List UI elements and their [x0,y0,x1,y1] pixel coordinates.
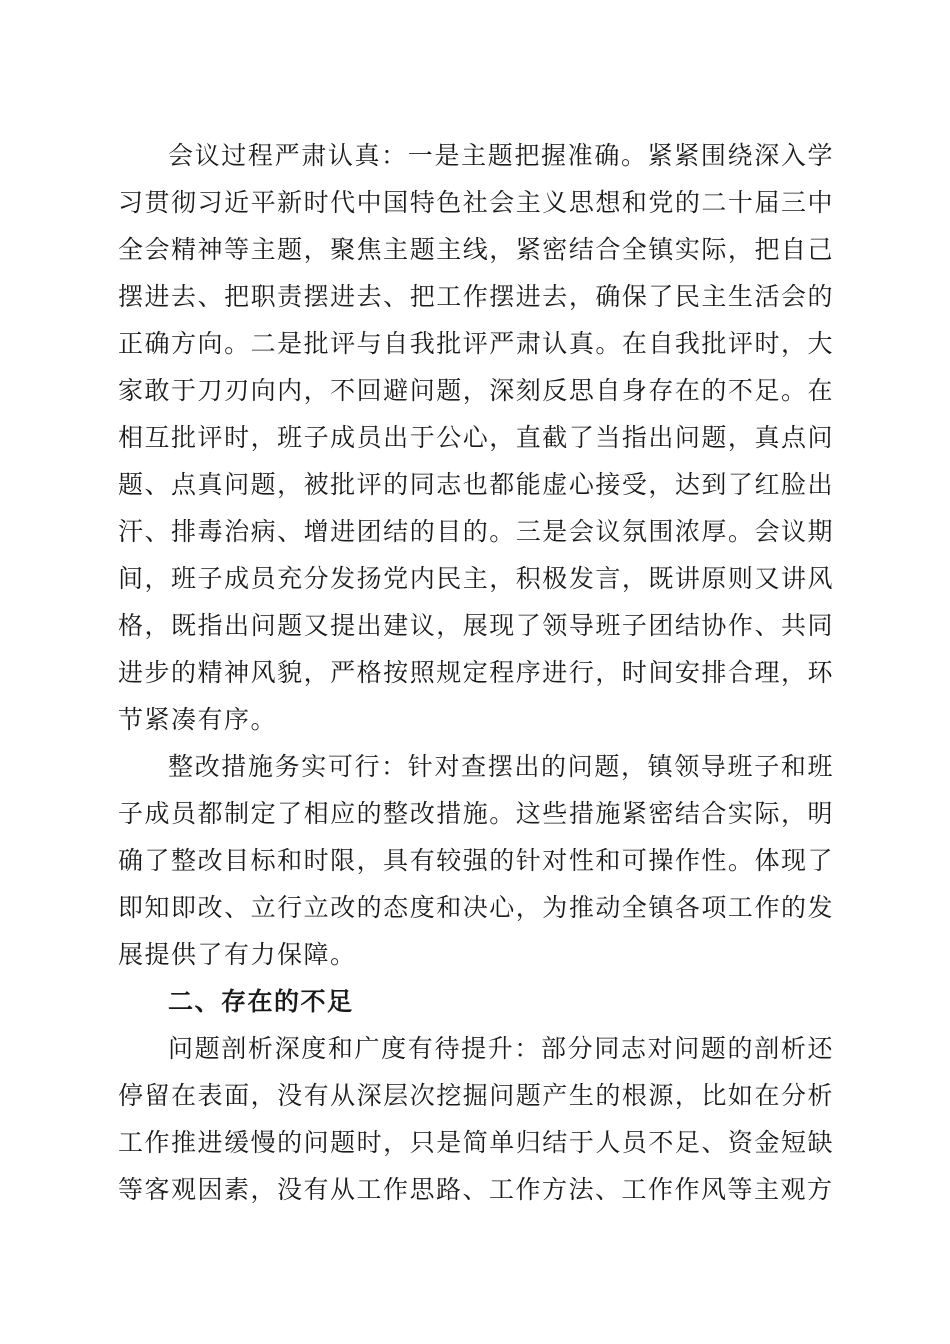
section-heading: 二、存在的不足 [168,987,354,1016]
paragraph-shortcomings: 问题剖析深度和广度有待提升：部分同志对问题的剖析还停留在表面，没有从深层次挖掘问题产生的根源，比如在分析工作推进缓慢的问题时，只是简单归结于人员不足、资金短缺等客观因素，没有从工作思路、工作方法、工作作风等主观方 [118,1034,834,1204]
document-body [118,132,834,1213]
paragraph-rectification-measures: 整改措施务实可行：针对查摆出的问题，镇领导班子和班子成员都制定了相应的整改措施。这些措施紧密结合实际，明确了整改目标和时限，具有较强的针对性和可操作性。体现了即知即改、立行立改的态度和决心，为推动全镇各项工作的发展提供了有力保障。 [118,752,834,969]
paragraph-meeting-process: 会议过程严肃认真：一是主题把握准确。紧紧围绕深入学习贯彻习近平新时代中国特色社会主义思想和党的二十届三中全会精神等主题，聚焦主题主线，紧密结合全镇实际，把自己摆进去、把职责摆进去、把工作摆进去，确保了民主生活会的正确方向。二是批评与自我批评严肃认真。在自我批评时，大家敢于刀刃向内，不回避问题，深刻反思自身存在的不足。在相互批评时，班子成员出于公心，直截了当指出问题，真点问题、点真问题，被批评的同志也都能虚心接受，达到了红脸出汗、排毒治病、增进团结的目的。三是会议氛围浓厚。会议期间，班子成员充分发扬党内民主，积极发言，既讲原则又讲风格，既指出问题又提出建议，展现了领导班子团结协作、共同进步的精神风貌，严格按照规定程序进行，时间安排合理，环节紧凑有序。 [118,141,834,734]
